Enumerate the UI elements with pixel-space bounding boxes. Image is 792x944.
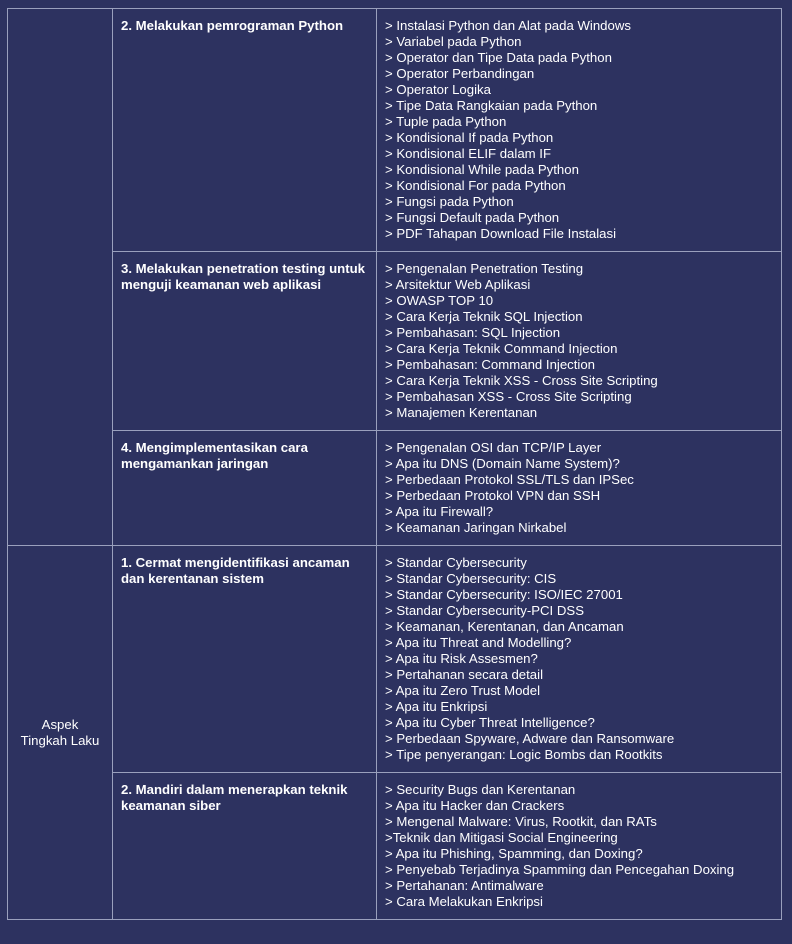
- topic-item: > OWASP TOP 10: [385, 293, 494, 308]
- topic-item: > Perbedaan Protokol SSL/TLS dan IPSec: [385, 472, 634, 487]
- topic-item: > Pembahasan XSS - Cross Site Scripting: [385, 389, 632, 404]
- topic-item: > Manajemen Kerentanan: [385, 405, 538, 420]
- topic-item: > Arsitektur Web Aplikasi: [385, 277, 531, 292]
- topic-item: > Variabel pada Python: [385, 34, 522, 49]
- topic-item: > Pengenalan Penetration Testing: [385, 261, 584, 276]
- topics-cell: [377, 431, 782, 546]
- topic-item: > Fungsi pada Python: [385, 194, 514, 209]
- topics-cell: [377, 546, 782, 773]
- table-row: [8, 431, 782, 546]
- topic-item: > Cara Kerja Teknik Command Injection: [385, 341, 618, 356]
- competency-cell: 3. Melakukan penetration testing untuk menguji keamanan web aplikasi: [113, 252, 377, 431]
- topic-item: > Perbedaan Spyware, Adware dan Ransomware: [385, 731, 675, 746]
- aspect-label-line2: Tingkah Laku: [20, 732, 100, 748]
- competency-cell: 2. Melakukan pemrograman Python: [113, 9, 377, 252]
- curriculum-table: [7, 8, 782, 920]
- topics-cell: [377, 773, 782, 920]
- topic-item: > Apa itu Zero Trust Model: [385, 683, 541, 698]
- table-row: [8, 546, 782, 773]
- topic-item: > Apa itu Risk Assesmen?: [385, 651, 538, 666]
- topic-item: > Kondisional ELIF dalam IF: [385, 146, 552, 161]
- aspect-label-line1: Aspek: [41, 716, 79, 732]
- aspect-cell: [8, 546, 113, 920]
- topic-item: > Cara Kerja Teknik SQL Injection: [385, 309, 583, 324]
- topic-item: > Kondisional While pada Python: [385, 162, 579, 177]
- topic-item: > Standar Cybersecurity: [385, 555, 527, 570]
- topic-item: > Mengenal Malware: Virus, Rootkit, dan RATs: [385, 814, 657, 829]
- table-row: [8, 773, 782, 920]
- topic-item: > Apa itu Threat and Modelling?: [385, 635, 572, 650]
- topic-item: > Apa itu Cyber Threat Intelligence?: [385, 715, 595, 730]
- table-row: [8, 9, 782, 252]
- topic-item: > Apa itu DNS (Domain Name System)?: [385, 456, 620, 471]
- topic-item: > Operator Perbandingan: [385, 66, 535, 81]
- topic-item: > Pembahasan: Command Injection: [385, 357, 596, 372]
- topic-item: > Keamanan Jaringan Nirkabel: [385, 520, 567, 535]
- topic-item: > Apa itu Enkripsi: [385, 699, 488, 714]
- topic-item: > Pertahanan secara detail: [385, 667, 543, 682]
- topic-item: > Kondisional If pada Python: [385, 130, 554, 145]
- topic-item: > Security Bugs dan Kerentanan: [385, 782, 576, 797]
- topic-item: > Keamanan, Kerentanan, dan Ancaman: [385, 619, 624, 634]
- topic-item: > Cara Kerja Teknik XSS - Cross Site Scripting: [385, 373, 658, 388]
- topic-item: > Operator Logika: [385, 82, 491, 97]
- topic-item: > Perbedaan Protokol VPN dan SSH: [385, 488, 601, 503]
- table-row: [8, 252, 782, 431]
- topic-item: > Pembahasan: SQL Injection: [385, 325, 561, 340]
- topic-item: > Instalasi Python dan Alat pada Windows: [385, 18, 631, 33]
- topic-item: > Standar Cybersecurity: ISO/IEC 27001: [385, 587, 623, 602]
- competency-cell: 2. Mandiri dalam menerapkan teknik keamanan siber: [113, 773, 377, 920]
- topic-item: > Apa itu Phishing, Spamming, dan Doxing?: [385, 846, 643, 861]
- topic-item: > Tuple pada Python: [385, 114, 507, 129]
- topic-item: > Pertahanan: Antimalware: [385, 878, 544, 893]
- topic-item: > PDF Tahapan Download File Instalasi: [385, 226, 617, 241]
- topic-item: > Fungsi Default pada Python: [385, 210, 560, 225]
- topic-item: > Tipe penyerangan: Logic Bombs dan Rootkits: [385, 747, 663, 762]
- topic-item: > Pengenalan OSI dan TCP/IP Layer: [385, 440, 602, 455]
- topics-cell: [377, 252, 782, 431]
- competency-cell: 1. Cermat mengidentifikasi ancaman dan kerentanan sistem: [113, 546, 377, 773]
- topic-item: > Standar Cybersecurity: CIS: [385, 571, 557, 586]
- topic-item: > Apa itu Firewall?: [385, 504, 494, 519]
- topics-cell: [377, 9, 782, 252]
- topic-item: > Apa itu Hacker dan Crackers: [385, 798, 565, 813]
- competency-cell: 4. Mengimplementasikan cara mengamankan jaringan: [113, 431, 377, 546]
- topic-item: > Standar Cybersecurity-PCI DSS: [385, 603, 584, 618]
- topic-item: > Kondisional For pada Python: [385, 178, 566, 193]
- topic-item: > Operator dan Tipe Data pada Python: [385, 50, 612, 65]
- topic-item: > Penyebab Terjadinya Spamming dan Pencegahan Doxing: [385, 862, 735, 877]
- topic-item: >Teknik dan Mitigasi Social Engineering: [385, 830, 618, 845]
- topic-item: > Cara Melakukan Enkripsi: [385, 894, 543, 909]
- topic-item: > Tipe Data Rangkaian pada Python: [385, 98, 598, 113]
- aspect-cell: [8, 9, 113, 546]
- aspect-label: [21, 717, 100, 749]
